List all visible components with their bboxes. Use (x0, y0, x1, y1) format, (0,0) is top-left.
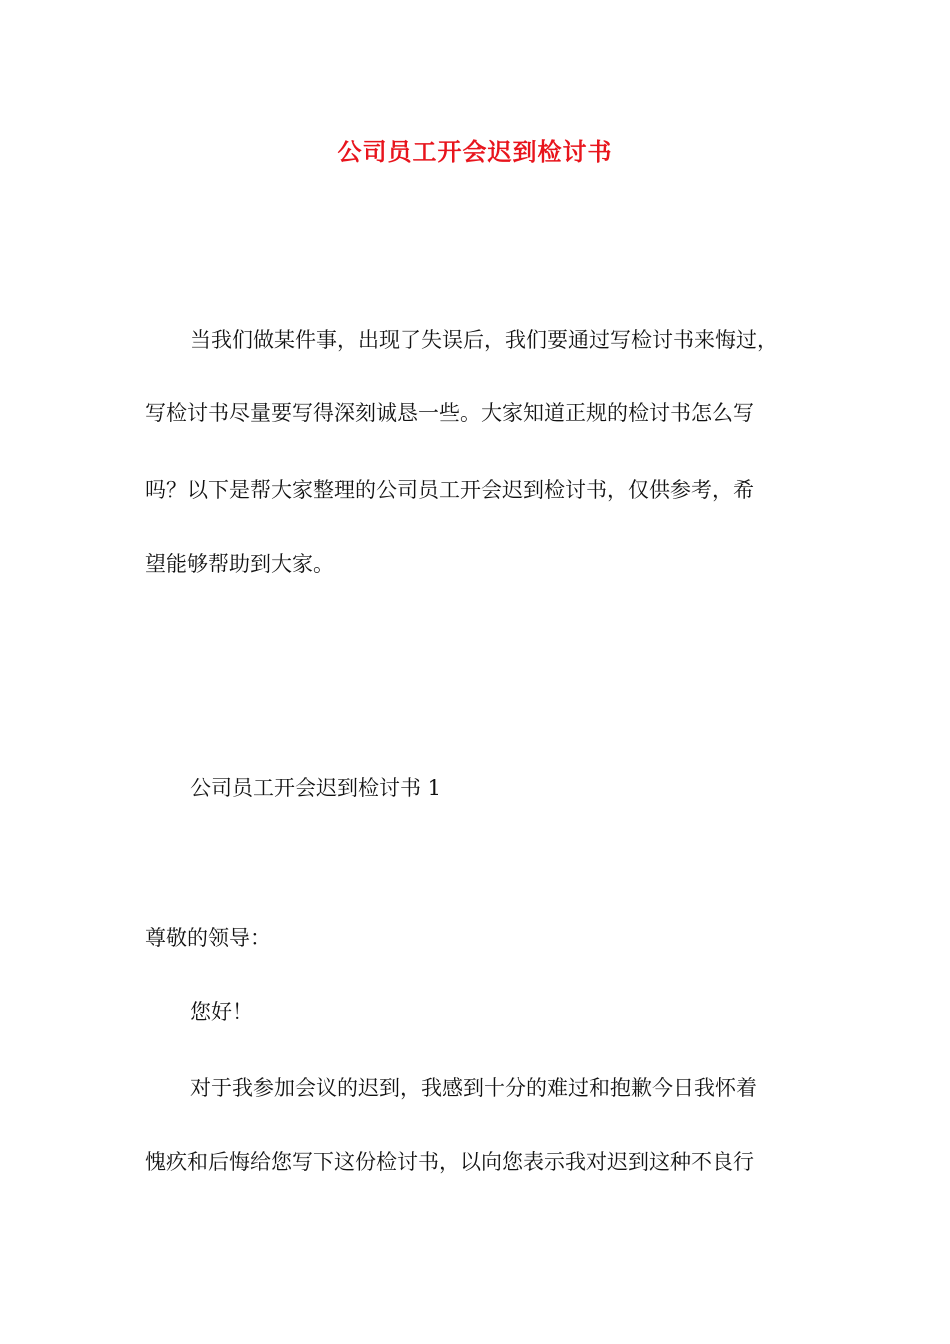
salutation: 尊敬的领导： (145, 926, 271, 950)
intro-line-3: 吗？以下是帮大家整理的公司员工开会迟到检讨书，仅供参考，希 (145, 478, 754, 502)
body-line-2: 愧疚和后悔给您写下这份检讨书，以向您表示我对迟到这种不良行 (145, 1150, 754, 1174)
intro-line-2: 写检讨书尽量要写得深刻诚恳一些。大家知道正规的检讨书怎么写 (145, 401, 754, 425)
intro-line-4: 望能够帮助到大家。 (145, 552, 334, 576)
body-line-1: 对于我参加会议的迟到，我感到十分的难过和抱歉今日我怀着 (190, 1076, 757, 1100)
section-heading: 公司员工开会迟到检讨书 1 (190, 776, 442, 800)
greeting: 您好！ (190, 1000, 253, 1024)
document-title: 公司员工开会迟到检讨书 (337, 137, 613, 166)
intro-line-1: 当我们做某件事，出现了失误后，我们要通过写检讨书来悔过， (190, 328, 778, 352)
